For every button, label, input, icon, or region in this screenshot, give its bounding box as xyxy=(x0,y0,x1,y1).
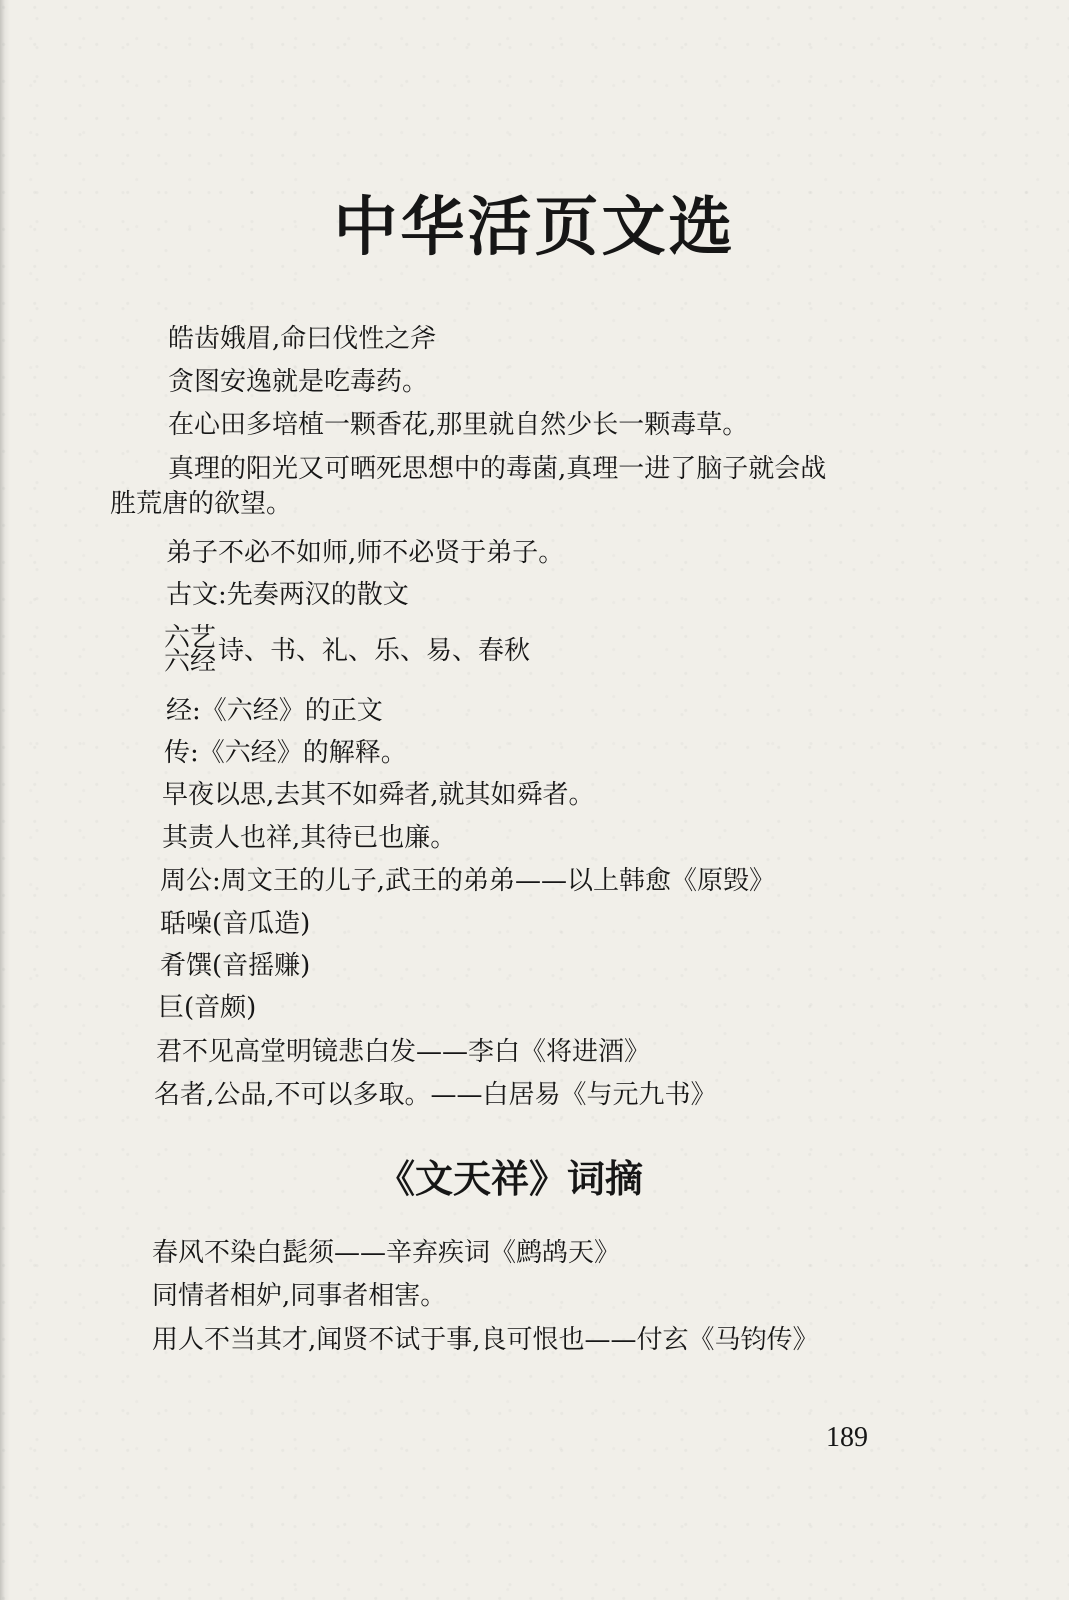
text-line-15: 肴馔(音摇赚) xyxy=(160,951,311,981)
text-line-3: 在心田多培植一颗香花,那里就自然少长一颗毒草。 xyxy=(168,410,749,440)
text-line-10: 传:《六经》的解释。 xyxy=(164,738,407,768)
text-line-19: 春风不染白髭须——辛弃疾词《鹧鸪天》 xyxy=(152,1238,621,1268)
text-line-17: 君不见高堂明镜悲白发——李白《将进酒》 xyxy=(156,1037,651,1067)
text-line-5: 胜荒唐的欲望。 xyxy=(110,489,293,519)
stacked-label xyxy=(164,623,217,677)
section-title: 《文天祥》词摘 xyxy=(376,1157,643,1201)
text-line-12: 其责人也祥,其待已也廉。 xyxy=(162,823,457,853)
text-line-4: 真理的阳光又可晒死思想中的毒菌,真理一进了脑子就会战 xyxy=(168,454,827,484)
page-title: 中华活页文选 xyxy=(333,191,736,265)
page-number: 189 xyxy=(826,1422,868,1453)
text-line-11: 早夜以思,去其不如舜者,就其如舜者。 xyxy=(162,780,595,810)
text-line-20: 同情者相妒,同事者相害。 xyxy=(152,1281,447,1311)
stacked-text-line xyxy=(164,620,530,680)
text-line-7: 古文:先奏两汉的散文 xyxy=(166,580,409,610)
stack-top-text: 六艺 xyxy=(164,623,217,653)
text-line-13: 周公:周文王的儿子,武王的弟弟——以上韩愈《原毁》 xyxy=(160,866,776,896)
text-line-1: 皓齿娥眉,命曰伐性之斧 xyxy=(168,324,437,354)
stack-line-text: 诗、书、礼、乐、易、春秋 xyxy=(218,636,531,666)
stack-bottom-text: 六经 xyxy=(164,647,217,677)
text-line-21: 用人不当其才,闻贤不试于事,良可恨也——付玄《马钧传》 xyxy=(152,1325,819,1355)
text-line-14: 聒噪(音瓜造) xyxy=(160,909,311,939)
text-line-18: 名者,公品,不可以多取。——白居易《与元九书》 xyxy=(154,1080,717,1110)
text-line-9: 经:《六经》的正文 xyxy=(166,696,383,726)
text-line-16: 巨(音颇) xyxy=(158,993,257,1023)
text-line-2: 贪图安逸就是吃毒药。 xyxy=(168,367,429,397)
text-line-6: 弟子不必不如师,师不必贤于弟子。 xyxy=(166,538,565,568)
